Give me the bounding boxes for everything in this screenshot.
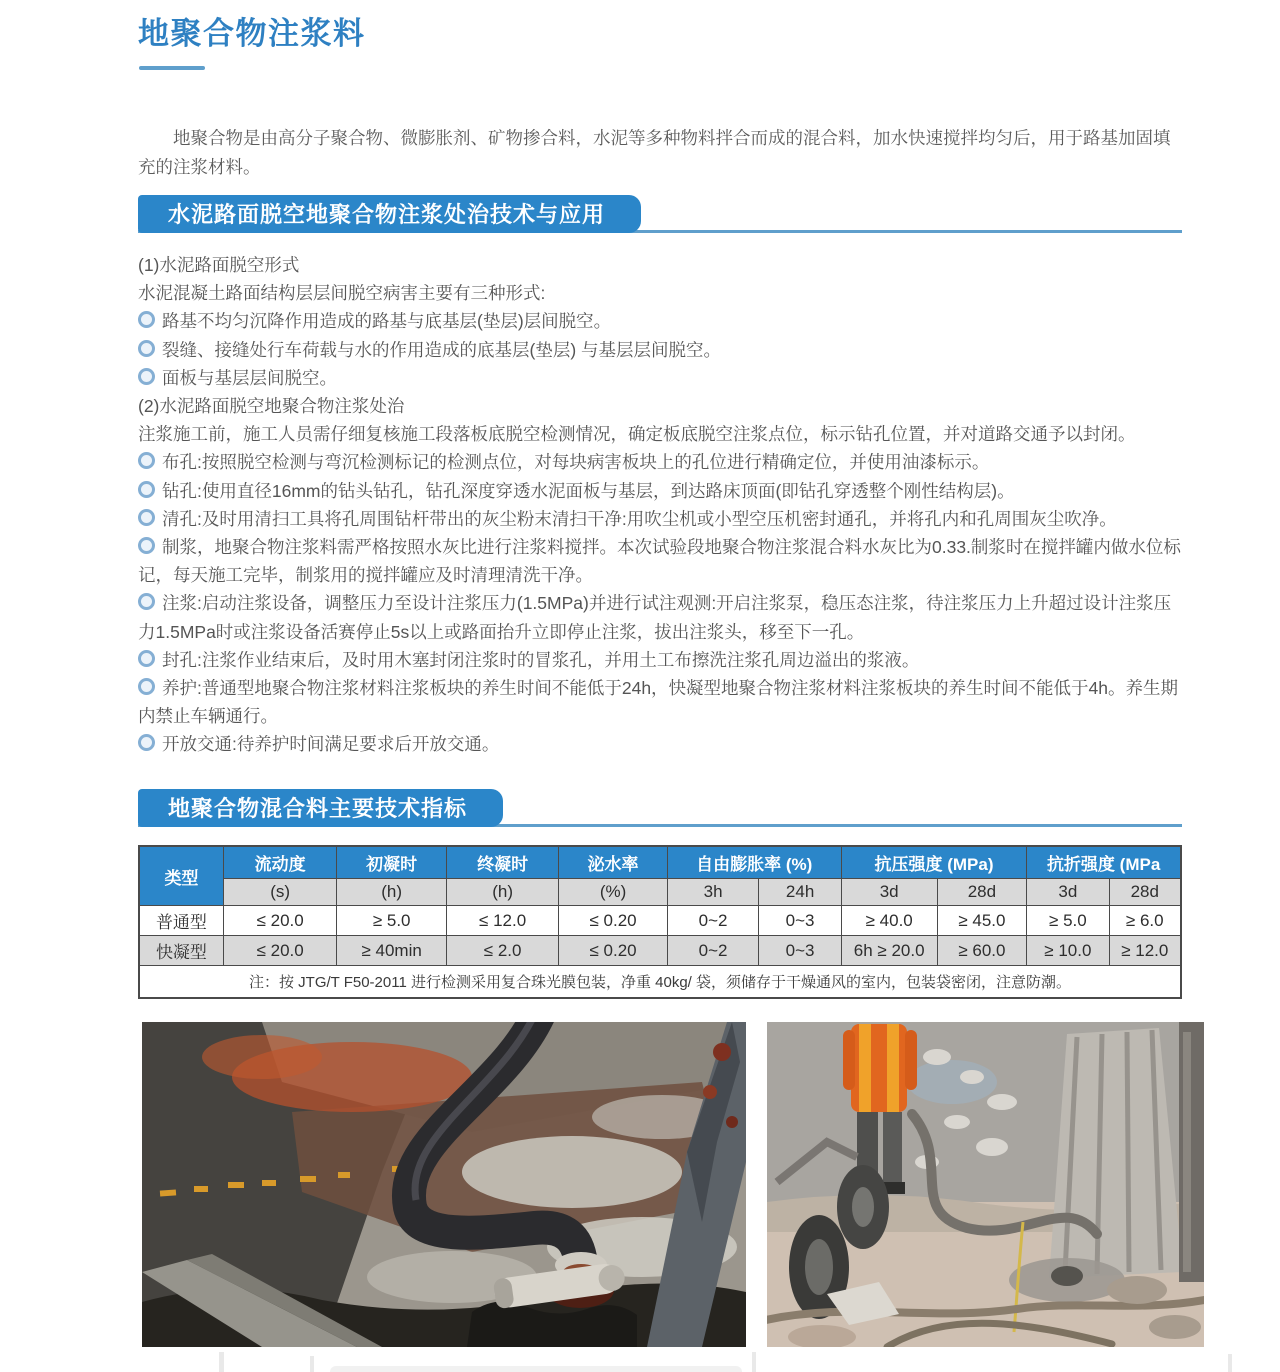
table-cell: ≤ 12.0 xyxy=(446,906,559,936)
table-cell: 快凝型 xyxy=(139,936,223,966)
page-bottom-artifact xyxy=(1228,1354,1232,1372)
page-bottom-artifact xyxy=(752,1352,756,1372)
table-cell: ≥ 45.0 xyxy=(937,906,1027,936)
table-cell: ≥ 40min xyxy=(337,936,446,966)
title-underline xyxy=(139,66,205,70)
table-subheader-cell: 3d xyxy=(1027,879,1109,906)
table-header-cell: 泌水率 xyxy=(559,846,667,879)
table-header-cell: 流动度 xyxy=(223,846,337,879)
ring-bullet-icon xyxy=(138,593,155,610)
table-subheader-cell: (%) xyxy=(559,879,667,906)
spec-table xyxy=(138,845,1182,999)
body-paragraph: 开放交通:待养护时间满足要求后开放交通。 xyxy=(138,730,1186,758)
section1-body xyxy=(138,251,1186,759)
photo-worker-grouting-site xyxy=(767,1022,1204,1347)
ring-bullet-icon xyxy=(138,509,155,526)
table-cell: ≥ 5.0 xyxy=(1027,906,1109,936)
table-subheader-cell: (s) xyxy=(223,879,337,906)
ring-bullet-icon xyxy=(138,734,155,751)
table-cell: ≥ 40.0 xyxy=(841,906,937,936)
table-cell: 0~2 xyxy=(667,906,759,936)
body-paragraph: (2)水泥路面脱空地聚合物注浆处治 xyxy=(138,396,405,417)
table-note: 注：按 JTG/T F50-2011 进行检测采用复合珠光膜包装，净重 40kg/ 袋，须储存于干燥通风的室内，包装袋密闭，注意防潮。 xyxy=(139,966,1181,999)
section1-heading: 水泥路面脱空地聚合物注浆处治技术与应用 xyxy=(138,195,641,233)
photo-grouting-hose-on-pavement xyxy=(142,1022,746,1347)
table-header-cell: 抗压强度 (MPa) xyxy=(841,846,1026,879)
table-subheader-cell: 3h xyxy=(667,879,759,906)
body-paragraph: 清孔:及时用清扫工具将孔周围钻杆带出的灰尘粉末清扫干净:用吹尘机或小型空压机密封通孔，并将孔内和孔周围灰尘吹净。 xyxy=(138,505,1186,533)
table-cell: 6h ≥ 20.0 xyxy=(841,936,937,966)
table-header-cell: 抗折强度 (MPa xyxy=(1027,846,1181,879)
page-bottom-artifact xyxy=(310,1356,314,1372)
body-paragraph: 注浆:启动注浆设备，调整压力至设计注浆压力(1.5MPa)并进行试注观测:开启注浆泵，稳压态注浆，待注浆压力上升超过设计注浆压力1.5MPa时或注浆设备活赛停止5s以上或路面抬升立即停止注浆，拔出注浆头，移至下一孔。 xyxy=(138,593,1172,642)
body-paragraph: (1)水泥路面脱空形式 xyxy=(138,255,300,275)
body-paragraph: 钻孔:使用直径16mm的钻头钻孔，钻孔深度穿透水泥面板与基层，到达路床顶面(即钻孔穿透整个刚性结构层)。 xyxy=(138,477,1186,505)
ring-bullet-icon xyxy=(138,537,155,554)
page-bottom-artifact xyxy=(330,1366,742,1372)
table-header-cell: 类型 xyxy=(139,846,223,906)
table-header-row xyxy=(139,846,1181,879)
section2-heading: 地聚合物混合料主要技术指标 xyxy=(138,789,503,827)
table-cell: ≤ 0.20 xyxy=(559,936,667,966)
body-paragraph: 养护:普通型地聚合物注浆材料注浆板块的养生时间不能低于24h，快凝型地聚合物注浆材料注浆板块的养生时间不能低于4h。养生期内禁止车辆通行。 xyxy=(138,678,1179,727)
table-cell: ≤ 20.0 xyxy=(223,906,337,936)
page-title: 地聚合物注浆料 xyxy=(138,16,366,51)
table-header-cell: 终凝时 xyxy=(446,846,559,879)
table-cell: ≥ 5.0 xyxy=(337,906,446,936)
table-subheader-cell: 28d xyxy=(937,879,1027,906)
table-header-cell: 自由膨胀率 (%) xyxy=(667,846,841,879)
table-cell: ≤ 0.20 xyxy=(559,906,667,936)
body-paragraph: 面板与基层层间脱空。 xyxy=(138,364,1186,392)
table-header-cell: 初凝时 xyxy=(337,846,446,879)
table-cell: ≥ 60.0 xyxy=(937,936,1027,966)
table-subheader-cell: (h) xyxy=(446,879,559,906)
table-subheader-cell: 24h xyxy=(759,879,841,906)
ring-bullet-icon xyxy=(138,340,155,357)
body-paragraph: 裂缝、接缝处行车荷载与水的作用造成的底基层(垫层) 与基层层间脱空。 xyxy=(138,336,1186,364)
ring-bullet-icon xyxy=(138,368,155,385)
body-paragraph: 封孔:注浆作业结束后，及时用木塞封闭注浆时的冒浆孔，并用土工布擦洗注浆孔周边溢出的浆液。 xyxy=(138,646,1186,674)
table-cell: 0~2 xyxy=(667,936,759,966)
ring-bullet-icon xyxy=(138,311,155,328)
table-subheader-cell: (h) xyxy=(337,879,446,906)
photo-right-illustration xyxy=(767,1022,1204,1347)
ring-bullet-icon xyxy=(138,678,155,695)
table-cell: 普通型 xyxy=(139,906,223,936)
body-paragraph: 布孔:按照脱空检测与弯沉检测标记的检测点位，对每块病害板块上的孔位进行精确定位，并使用油漆标示。 xyxy=(138,448,1186,476)
photo-left-illustration xyxy=(142,1022,746,1347)
body-paragraph: 水泥混凝土路面结构层层间脱空病害主要有三种形式: xyxy=(138,283,546,304)
ring-bullet-icon xyxy=(138,452,155,469)
page-bottom-artifact xyxy=(219,1352,224,1372)
table-cell: ≥ 10.0 xyxy=(1027,936,1109,966)
table-row xyxy=(139,906,1181,936)
table-cell: 0~3 xyxy=(759,936,841,966)
table-subheader-row xyxy=(139,879,1181,906)
body-paragraph: 路基不均匀沉降作用造成的路基与底基层(垫层)层间脱空。 xyxy=(138,307,1186,335)
ring-bullet-icon xyxy=(138,650,155,667)
body-paragraph: 注浆施工前，施工人员需仔细复核施工段落板底脱空检测情况，确定板底脱空注浆点位，标示钻孔位置，并对道路交通予以封闭。 xyxy=(138,424,1136,445)
table-subheader-cell: 28d xyxy=(1109,879,1181,906)
table-cell: ≤ 20.0 xyxy=(223,936,337,966)
intro-paragraph: 地聚合物是由高分子聚合物、微膨胀剂、矿物掺合料，水泥等多种物料拌合而成的混合料，加水快速搅拌均匀后，用于路基加固填充的注浆材料。 xyxy=(138,127,1171,177)
table-cell: ≥ 6.0 xyxy=(1109,906,1181,936)
table-subheader-cell: 3d xyxy=(841,879,937,906)
body-paragraph: 制浆，地聚合物注浆料需严格按照水灰比进行注浆料搅拌。本次试验段地聚合物注浆混合料水灰比为0.33.制浆时在搅拌罐内做水位标记，每天施工完毕，制浆用的搅拌罐应及时清理清洗干净。 xyxy=(138,537,1181,586)
ring-bullet-icon xyxy=(138,481,155,498)
table-cell: ≤ 2.0 xyxy=(446,936,559,966)
table-cell: 0~3 xyxy=(759,906,841,936)
table-note-row xyxy=(139,966,1181,999)
table-cell: ≥ 12.0 xyxy=(1109,936,1181,966)
table-row xyxy=(139,936,1181,966)
